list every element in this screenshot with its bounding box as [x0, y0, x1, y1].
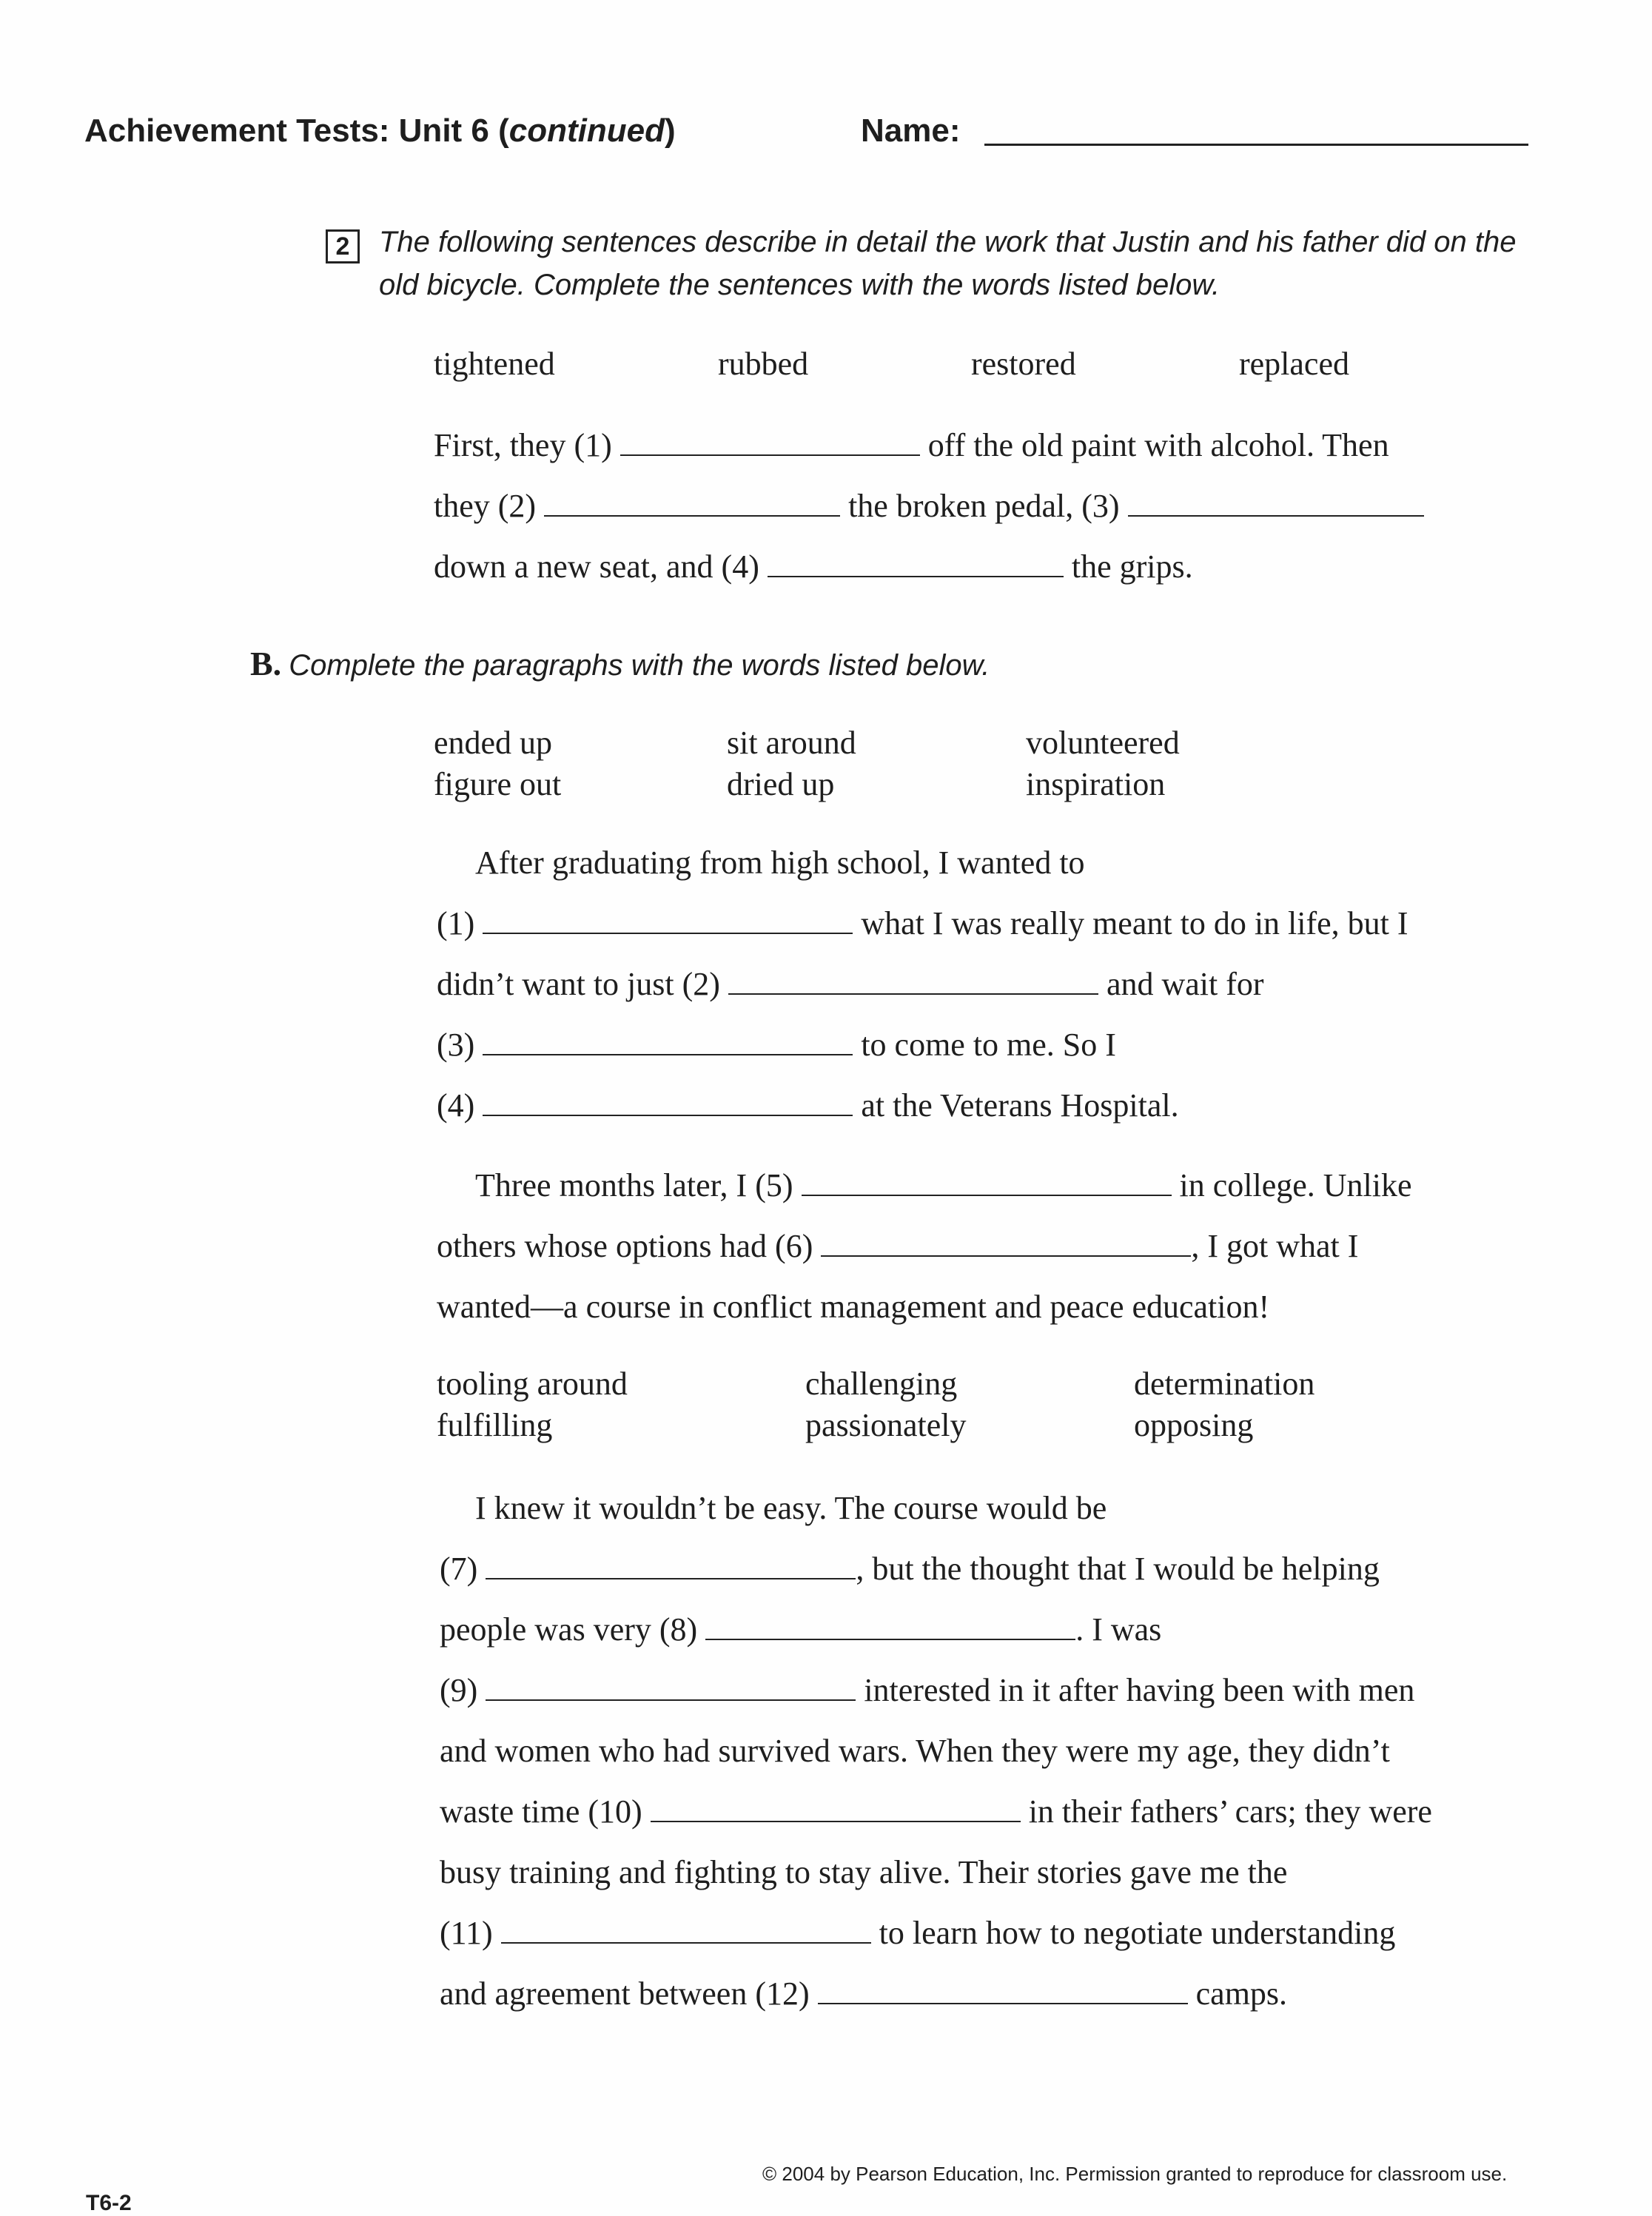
paragraph-line: [437, 1087, 1179, 1124]
section-b-instruction: Complete the paragraphs with the words listed below.: [289, 649, 990, 682]
paragraph-line: After graduating from high school, I wanted to: [475, 845, 1085, 881]
word-bank-item: dried up: [727, 766, 835, 802]
sentence-line: [434, 548, 1193, 585]
paragraph-text: didn’t want to just (2): [437, 966, 720, 1002]
word-bank-item: restored: [971, 346, 1076, 382]
word-bank-item: inspiration: [1026, 766, 1166, 802]
answer-blank-2[interactable]: [544, 490, 840, 517]
word-bank-item: ended up: [434, 725, 553, 761]
answer-blank-b2[interactable]: [728, 968, 1098, 995]
word-bank-item: passionately: [805, 1407, 967, 1443]
answer-blank-b8[interactable]: [705, 1614, 1075, 1640]
sentence-text: off the old paint with alcohol. Then: [927, 427, 1389, 463]
answer-blank-b9[interactable]: [486, 1674, 856, 1701]
section-letter: B.: [250, 645, 282, 682]
answer-blank-b12[interactable]: [818, 1978, 1188, 2004]
paragraph-text: (11): [440, 1915, 493, 1951]
paragraph-line: [437, 904, 1408, 942]
paragraph-text: (3): [437, 1027, 475, 1063]
paragraph-text: in their fathers’ cars; they were: [1028, 1793, 1432, 1830]
answer-blank-b11[interactable]: [501, 1917, 871, 1944]
word-bank-item: fulfilling: [437, 1407, 553, 1443]
word-bank-item: figure out: [434, 766, 562, 802]
paragraph-text: (4): [437, 1087, 475, 1124]
name-label: Name:: [861, 113, 961, 149]
answer-blank-b1[interactable]: [483, 907, 853, 934]
question-number-box: 2: [326, 229, 360, 263]
page-title: [84, 113, 676, 150]
paragraph-line: and women who had survived wars. When they were my age, they didn’t: [440, 1733, 1390, 1769]
answer-blank-1[interactable]: [620, 429, 920, 456]
paragraph-text: and agreement between (12): [440, 1975, 810, 2012]
title-suffix-text: ): [664, 113, 676, 149]
paragraph-line: [437, 1026, 1116, 1064]
paragraph-text: at the Veterans Hospital.: [861, 1087, 1179, 1124]
answer-blank-b5[interactable]: [802, 1169, 1172, 1196]
word-bank-item: volunteered: [1026, 725, 1180, 761]
name-field[interactable]: [984, 144, 1528, 146]
paragraph-line: [437, 1227, 1358, 1265]
sentence-line: [434, 426, 1389, 464]
paragraph-text: what I was really meant to do in life, but I: [861, 905, 1408, 941]
paragraph-line: [440, 1550, 1380, 1588]
word-bank-item: tightened: [434, 346, 555, 382]
word-bank-item: determination: [1134, 1366, 1315, 1402]
sentence-text: the broken pedal, (3): [848, 488, 1120, 524]
sentence-line: [434, 487, 1424, 525]
paragraph-text: . I was: [1075, 1611, 1162, 1648]
paragraph-text: Three months later, I (5): [475, 1167, 793, 1203]
word-bank-item: tooling around: [437, 1366, 628, 1402]
section-b-heading: [250, 644, 990, 683]
paragraph-text: (7): [440, 1551, 478, 1587]
paragraph-text: , I got what I: [1191, 1228, 1359, 1264]
paragraph-text: camps.: [1195, 1975, 1288, 2012]
paragraph-text: people was very (8): [440, 1611, 698, 1648]
paragraph-line: I knew it wouldn’t be easy. The course would be: [475, 1490, 1107, 1526]
paragraph-text: to learn how to negotiate understanding: [879, 1915, 1396, 1951]
copyright-notice: © 2004 by Pearson Education, Inc. Permission granted to reproduce for classroom use.: [762, 2163, 1508, 2185]
paragraph-line: [437, 965, 1264, 1003]
sentence-text: down a new seat, and (4): [434, 548, 759, 585]
paragraph-text: others whose options had (6): [437, 1228, 813, 1264]
page-code: T6-2: [86, 2191, 132, 2215]
paragraph-text: to come to me. So I: [861, 1027, 1116, 1063]
paragraph-text: (1): [437, 905, 475, 941]
paragraph-line: busy training and fighting to stay alive. Their stories gave me the: [440, 1854, 1288, 1890]
paragraph-line: [475, 1166, 1412, 1204]
paragraph-text: and wait for: [1106, 966, 1264, 1002]
paragraph-text: in college. Unlike: [1179, 1167, 1412, 1203]
answer-blank-4[interactable]: [768, 551, 1064, 577]
sentence-text: they (2): [434, 488, 537, 524]
word-bank-item: sit around: [727, 725, 856, 761]
answer-blank-b4[interactable]: [483, 1089, 853, 1116]
paragraph-line: [440, 1671, 1414, 1709]
sentence-text: the grips.: [1071, 548, 1193, 585]
answer-blank-b6[interactable]: [821, 1230, 1191, 1257]
paragraph-line: wanted—a course in conflict management and peace education!: [437, 1289, 1270, 1325]
answer-blank-b10[interactable]: [651, 1796, 1021, 1822]
word-bank-item: replaced: [1239, 346, 1349, 382]
paragraph-line: [440, 1793, 1432, 1830]
part2-instruction: The following sentences describe in detail the work that Justin and his father did on the old bicycle. Complete the sentences with the words listed below.: [379, 226, 1517, 301]
paragraph-line: [440, 1611, 1161, 1648]
sentence-text: First, they (1): [434, 427, 612, 463]
paragraph-line: [440, 1914, 1395, 1952]
word-bank-item: challenging: [805, 1366, 958, 1402]
word-bank-item: rubbed: [718, 346, 809, 382]
answer-blank-3[interactable]: [1128, 490, 1424, 517]
paragraph-text: , but the thought that I would be helping: [856, 1551, 1380, 1587]
paragraph-text: interested in it after having been with men: [864, 1672, 1415, 1708]
paragraph-text: (9): [440, 1672, 478, 1708]
paragraph-line: [440, 1975, 1287, 2012]
paragraph-text: waste time (10): [440, 1793, 642, 1830]
title-text: Achievement Tests: Unit 6 (: [84, 113, 509, 149]
title-italic-text: continued: [508, 113, 665, 149]
answer-blank-b7[interactable]: [486, 1553, 856, 1579]
word-bank-item: opposing: [1134, 1407, 1254, 1443]
answer-blank-b3[interactable]: [483, 1029, 853, 1055]
